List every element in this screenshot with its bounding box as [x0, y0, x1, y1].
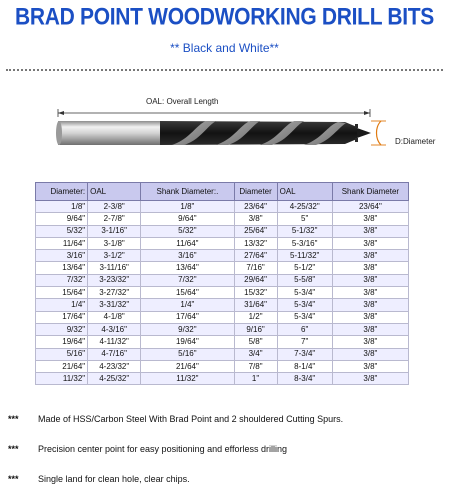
cell-shank-diameter-2: 3/8"	[332, 250, 408, 262]
note-stars: ***	[8, 474, 19, 484]
cell-diameter: 13/64"	[36, 262, 88, 274]
cell-shank-diameter-2: 3/8"	[332, 237, 408, 249]
cell-shank-diameter: 5/16"	[141, 348, 234, 360]
cell-diameter: 11/32"	[36, 373, 88, 385]
col-header-diameter-2: Diameter	[234, 183, 277, 201]
cell-diameter-2: 1"	[234, 373, 277, 385]
table-row	[36, 336, 409, 348]
cell-oal-2: 5-5/8"	[277, 274, 332, 286]
cell-diameter: 1/4"	[36, 299, 88, 311]
cell-shank-diameter-2: 3/8"	[332, 323, 408, 335]
table-row	[36, 274, 409, 286]
cell-diameter: 7/32"	[36, 274, 88, 286]
cell-oal: 4-1/8"	[88, 311, 141, 323]
note-item	[8, 414, 343, 424]
table-row	[36, 262, 409, 274]
cell-shank-diameter: 9/64"	[141, 213, 234, 225]
cell-oal: 3-27/32"	[88, 287, 141, 299]
cell-diameter-2: 25/64"	[234, 225, 277, 237]
cell-oal: 4-23/32"	[88, 360, 141, 372]
cell-shank-diameter: 11/64"	[141, 237, 234, 249]
cell-oal-2: 5-3/4"	[277, 311, 332, 323]
table-row	[36, 311, 409, 323]
cell-diameter-2: 15/32"	[234, 287, 277, 299]
table-header-row	[36, 183, 409, 201]
cell-diameter: 21/64"	[36, 360, 88, 372]
table-row	[36, 348, 409, 360]
cell-shank-diameter: 1/8"	[141, 201, 234, 213]
cell-shank-diameter: 13/64"	[141, 262, 234, 274]
cell-oal: 3-23/32"	[88, 274, 141, 286]
cell-diameter-2: 3/8"	[234, 213, 277, 225]
cell-oal: 3-1/16"	[88, 225, 141, 237]
cell-oal-2: 4-25/32"	[277, 201, 332, 213]
cell-oal: 4-3/16"	[88, 323, 141, 335]
cell-oal: 3-31/32"	[88, 299, 141, 311]
cell-shank-diameter-2: 3/8"	[332, 311, 408, 323]
cell-diameter-2: 7/8"	[234, 360, 277, 372]
note-text: Made of HSS/Carbon Steel With Brad Point and 2 shouldered Cutting Spurs.	[38, 414, 344, 424]
cell-oal-2: 8-3/4"	[277, 373, 332, 385]
oal-dimension-line	[58, 109, 370, 117]
note-stars: ***	[8, 444, 19, 454]
cell-diameter-2: 3/4"	[234, 348, 277, 360]
cell-diameter-2: 13/32"	[234, 237, 277, 249]
cell-oal-2: 5-3/4"	[277, 287, 332, 299]
cell-shank-diameter-2: 3/8"	[332, 262, 408, 274]
cell-shank-diameter-2: 3/8"	[332, 287, 408, 299]
cell-oal: 4-25/32"	[88, 373, 141, 385]
cell-diameter-2: 5/8"	[234, 336, 277, 348]
col-header-diameter: Diameter:	[36, 183, 88, 201]
note-text: Precision center point for easy positioning and efforless drilling	[38, 444, 287, 454]
page-title: BRAD POINT WOODWORKING DRILL BITS	[14, 4, 435, 31]
col-header-shank-diameter-2: Shank Diameter	[332, 183, 408, 201]
cell-oal-2: 7-3/4"	[277, 348, 332, 360]
cell-diameter: 5/32"	[36, 225, 88, 237]
cell-shank-diameter-2: 23/64"	[332, 201, 408, 213]
cell-shank-diameter: 15/64"	[141, 287, 234, 299]
cell-oal: 4-7/16"	[88, 348, 141, 360]
drill-shank	[56, 121, 160, 145]
cell-diameter: 19/64"	[36, 336, 88, 348]
cell-oal-2: 5-1/2"	[277, 262, 332, 274]
table-row	[36, 213, 409, 225]
note-item	[8, 474, 190, 484]
table-row	[36, 373, 409, 385]
cell-shank-diameter: 1/4"	[141, 299, 234, 311]
cell-diameter-2: 27/64"	[234, 250, 277, 262]
cell-oal: 3-1/2"	[88, 250, 141, 262]
cell-oal-2: 5-3/16"	[277, 237, 332, 249]
cell-shank-diameter-2: 3/8"	[332, 373, 408, 385]
cell-oal: 2-7/8"	[88, 213, 141, 225]
table-row	[36, 360, 409, 372]
cell-diameter: 15/64"	[36, 287, 88, 299]
cell-shank-diameter-2: 3/8"	[332, 299, 408, 311]
cell-diameter: 17/64"	[36, 311, 88, 323]
cell-diameter-2: 9/16"	[234, 323, 277, 335]
cell-oal: 3-11/16"	[88, 262, 141, 274]
table-row	[36, 225, 409, 237]
table-row	[36, 299, 409, 311]
table-row	[36, 250, 409, 262]
cell-oal: 3-1/8"	[88, 237, 141, 249]
page-subtitle: ** Black and White**	[170, 41, 279, 55]
cell-shank-diameter: 7/32"	[141, 274, 234, 286]
cell-diameter: 9/64"	[36, 213, 88, 225]
cell-shank-diameter: 11/32"	[141, 373, 234, 385]
cell-shank-diameter-2: 3/8"	[332, 336, 408, 348]
cell-diameter: 11/64"	[36, 237, 88, 249]
cell-oal-2: 6"	[277, 323, 332, 335]
cell-diameter-2: 23/64"	[234, 201, 277, 213]
cell-diameter-2: 31/64"	[234, 299, 277, 311]
cell-diameter: 1/8"	[36, 201, 88, 213]
cell-shank-diameter: 21/64"	[141, 360, 234, 372]
cell-diameter: 9/32"	[36, 323, 88, 335]
cell-oal: 2-3/8"	[88, 201, 141, 213]
col-header-shank-diameter: Shank Diameter:.	[141, 183, 234, 201]
cell-oal-2: 5-1/32"	[277, 225, 332, 237]
cell-diameter: 5/16"	[36, 348, 88, 360]
cell-shank-diameter: 3/16"	[141, 250, 234, 262]
table-row	[36, 287, 409, 299]
note-text: Single land for clean hole, clear chips.	[38, 474, 190, 484]
drill-bit-diagram	[0, 0, 449, 180]
col-header-oal-2: OAL	[277, 183, 332, 201]
drill-size-table	[35, 182, 409, 385]
note-stars: ***	[8, 414, 19, 424]
cell-shank-diameter-2: 3/8"	[332, 225, 408, 237]
oal-label: OAL: Overall Length	[146, 97, 219, 106]
cell-shank-diameter: 5/32"	[141, 225, 234, 237]
diameter-dimension	[371, 121, 386, 145]
cell-diameter-2: 7/16"	[234, 262, 277, 274]
drill-body	[160, 121, 357, 145]
cell-oal: 4-11/32"	[88, 336, 141, 348]
cell-shank-diameter: 19/64"	[141, 336, 234, 348]
cell-oal-2: 5"	[277, 213, 332, 225]
cell-shank-diameter-2: 3/8"	[332, 213, 408, 225]
cell-shank-diameter-2: 3/8"	[332, 360, 408, 372]
cell-shank-diameter: 9/32"	[141, 323, 234, 335]
cell-oal-2: 7"	[277, 336, 332, 348]
table-row	[36, 323, 409, 335]
note-item	[8, 444, 287, 454]
table-row	[36, 201, 409, 213]
cell-oal-2: 5-3/4"	[277, 299, 332, 311]
cell-shank-diameter: 17/64"	[141, 311, 234, 323]
cell-diameter-2: 29/64"	[234, 274, 277, 286]
cell-diameter: 3/16"	[36, 250, 88, 262]
table-row	[36, 237, 409, 249]
cell-shank-diameter-2: 3/8"	[332, 348, 408, 360]
cell-diameter-2: 1/2"	[234, 311, 277, 323]
cell-oal-2: 5-11/32"	[277, 250, 332, 262]
col-header-oal: OAL	[88, 183, 141, 201]
brad-point-tip	[355, 124, 371, 142]
cell-oal-2: 8-1/4"	[277, 360, 332, 372]
diameter-label: D:Diameter	[395, 137, 436, 146]
cell-shank-diameter-2: 3/8"	[332, 274, 408, 286]
